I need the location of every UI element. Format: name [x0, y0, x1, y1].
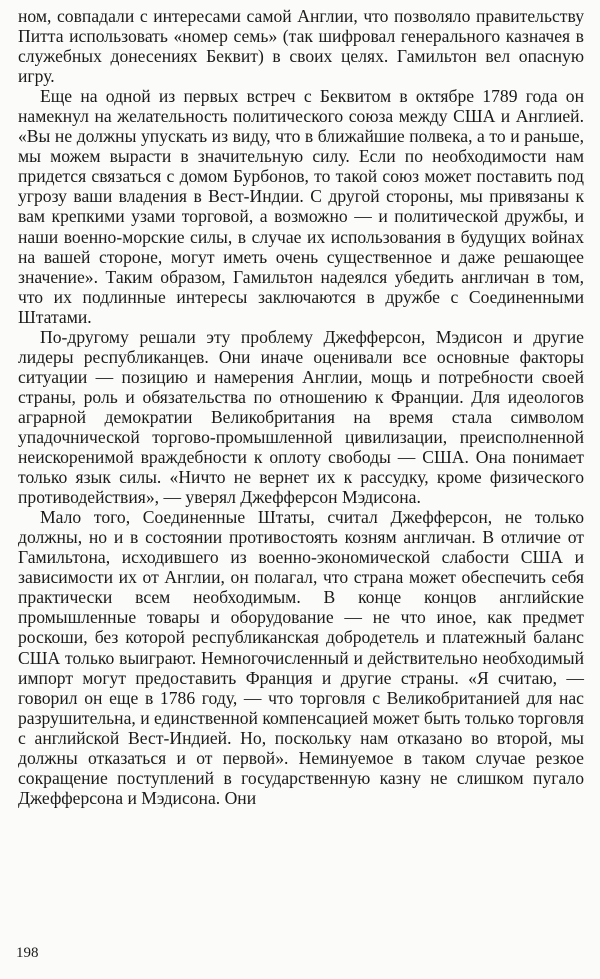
paragraph-2: Еще на одной из первых встреч с Беквитом в октябре 1789 года он намекнул на желательность политического союза между США и Англией. «Вы не должны упускать из виду, что в ближайшие полвека, а то и раньше, мы можем вырасти в значительную силу. Если по необходимости нам придется связаться с домом Бурбонов, то такой союз может поставить под угрозу ваши владения в Вест-Индии. С другой стороны, мы привязаны к вам крепкими узами торговой, а возможно — и политической дружбы, и наши военно-морские силы, в случае их использования в будущих войнах на вашей стороне, могут иметь очень существенное и даже решающее значение». Таким образом, Гамильтон надеялся убедить англичан в том, что их подлинные интересы заключаются в дружбе с Соединенными Штатами. — [18, 86, 584, 327]
body-text — [18, 6, 584, 808]
paragraph-3: По-другому решали эту проблему Джефферсон, Мэдисон и другие лидеры республиканцев. Они иначе оценивали все основные факторы ситуации — позицию и намерения Англии, мощь и потребности своей страны, роль и обязательства по отношению к Франции. Для идеологов аграрной демократии Великобритания на время стала символом упадочнической торгово-промышленной цивилизации, преисполненной неискоренимой враждебности к оплоту свободы — США. Она понимает только язык силы. «Ничто не вернет их к рассудку, кроме физического противодействия», — уверял Джефферсон Мэдисона. — [18, 326, 584, 508]
paragraph-4: Мало того, Соединенные Штаты, считал Джефферсон, не только должны, но и в состоянии противостоять козням англичан. В отличие от Гамильтона, исходившего из военно-экономической слабости США и зависимости их от Англии, он полагал, что страна может обеспечить себя практически всем необходимым. В конце концов английские промышленные товары и оборудование — не что иное, как предмет роскоши, без которой республиканская добродетель и платежный баланс США только выиграют. Немногочисленный и действительно необходимый импорт могут предоставить Франция и другие страны. «Я считаю, — говорил он еще в 1786 году, — что торговля с Великобританией для нас разрушительна, и единственной компенсацией может быть только торговля с английской Вест-Индией. Но, поскольку нам отказано во второй, мы должны отказаться и от первой». Неминуемое в таком случае резкое сокращение поступлений в государственную казну не слишком пугало Джефферсона и Мэдисона. Они — [18, 507, 584, 808]
page-number: 198 — [16, 945, 39, 961]
paragraph-1: ном, совпадали с интересами самой Англии, что позволяло правительству Питта использовать «номер семь» (так шифровал генерального казначея в служебных донесениях Беквит) в своих целях. Гамильтон вел опасную игру. — [18, 6, 584, 87]
